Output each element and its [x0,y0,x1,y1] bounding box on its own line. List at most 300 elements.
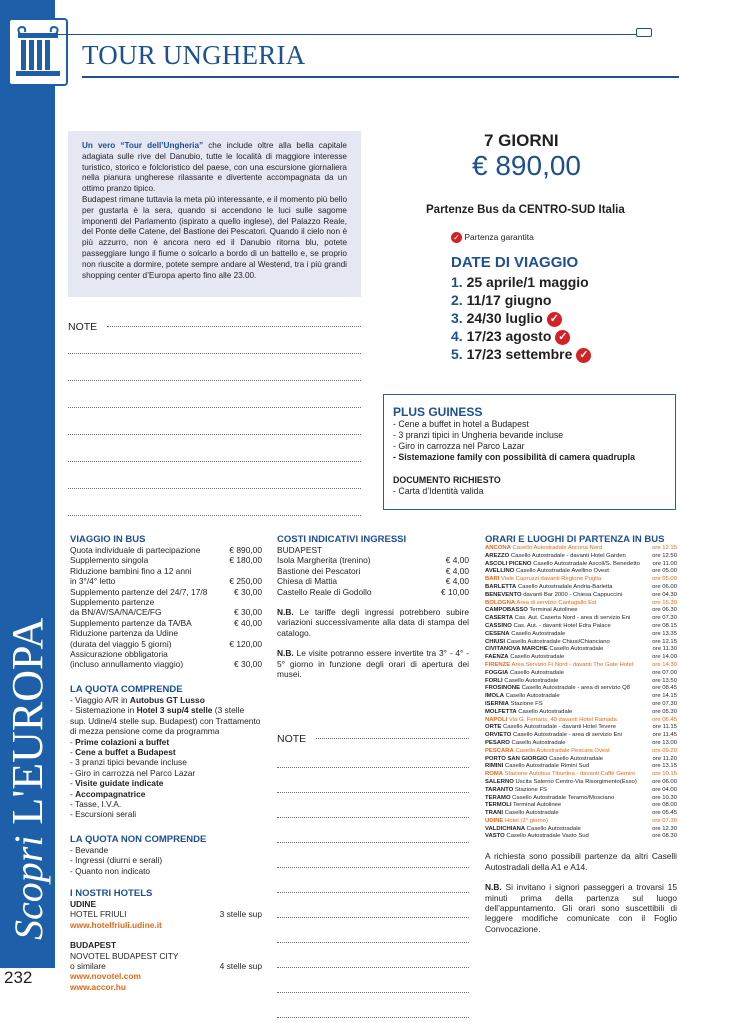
included-bold: Hotel 3 sup/4 stelle [136,705,213,716]
departure-city: BARLETTA [485,583,517,590]
departure-time: ore 07.30 [652,817,677,824]
departure-city: ASCOLI PICENO [485,560,532,567]
departure-location: Casello Autostradale Vasto Sud [504,833,589,840]
departure-location: Casello Autostradale - area di servizio Eni [511,732,622,739]
departure-place [485,607,578,615]
departure-row [485,693,677,701]
departure-place [485,787,547,795]
costi-city: BUDAPEST [277,545,323,555]
intro-paragraph-2: Budapest rimane tuttavia la meta più interessante, e il momento più bello per gustarla è la sera, quando si accendono le luci sulle sagome imponenti del Parlamento (ispirato a quello inglese), del Palazzo Reale, del Ponte delle Catene, del Bastione dei Pescatori. Quando il cielo non è più azzurro, non è ancora nero ed il Danubio ritorna blu, potete passeggiare lungo il fiume o solcarlo a bordo di un battello e, se proprio non riuscite a dormire, potete sempre andare al Westend, tra i più grandi shopping center d’Europa aperto fino alle 23.00. [82,194,347,280]
note-line [68,515,361,516]
departure-place [485,732,622,740]
title-rule [82,76,679,78]
departure-place [485,717,617,725]
departure-city: TARANTO [485,786,514,793]
hotel-link[interactable]: www.accor.hu [70,981,127,992]
check-icon: ✓ [576,348,591,363]
departure-time: ore 05.00 [652,576,677,583]
departure-row [485,654,677,662]
non-comprende-list [70,845,262,876]
departure-location: Casello Autostradale - davanti Hotel Tevere [501,724,616,731]
price-row [70,576,262,586]
included-text: Viaggio A/R in [75,694,130,705]
departure-time: ore 13.50 [652,677,677,684]
departure-place [485,662,633,670]
side-title-italic: Scopri [6,835,51,940]
included-text: 3 pranzi tipici bevande incluse [75,757,187,768]
departure-row [485,592,677,600]
price-label: in 3°/4° letto [70,576,116,587]
note-line [277,917,469,918]
note-line [316,738,469,739]
departure-row [485,826,677,834]
orari-table [485,545,677,841]
price-label: (durata del viaggio 5 giorni) [70,638,172,649]
hotel-city: UDINE [70,898,97,909]
page-title: TOUR UNGHERIA [82,40,306,70]
departure-city: PESCARA [485,747,514,754]
included-text: (3 stelle sup. Udine/4 stelle sup. Budapest) con Trattamento di mezza pensione come da programma [70,705,261,737]
orari-nb [485,882,677,934]
nb-label: N.B. [485,882,502,893]
included-item [70,809,262,819]
departure-time: ore 06.00 [652,583,677,590]
departure-location: Casello Autostradale [547,646,604,653]
departure-location: Terminal Autolinee [527,607,578,614]
hotels-title: I NOSTRI HOTELS [70,887,153,899]
price-value: € 250,00 [229,576,262,587]
departure-location: Casello Autostradale [547,755,604,762]
departure-location: Hotel (2° giorno) [503,817,548,824]
included-bold: Autobus GT Lusso [129,694,205,705]
note-line [68,434,361,435]
side-title [0,617,55,960]
departure-place [485,779,637,787]
departure-time: ore 06.45 [652,716,677,723]
departure-time: ore 09.20 [652,747,677,754]
hotel-alt: o similare [70,961,106,971]
date-label: 24/30 luglio [466,310,543,326]
included-item [70,757,262,767]
departure-city: TERAMO [485,794,511,801]
note-line [107,326,361,327]
hotel-link[interactable]: www.hotelfriuli.udine.it [70,919,162,930]
departure-row [485,639,677,647]
departure-place [485,701,543,709]
departure-city: UDINE [485,817,504,824]
departure-location: davanti Bar 2000 - Chiesa Cappuccini [521,591,623,598]
departure-location: Casello Autostradale - area di servizio Q8 [520,685,631,692]
departure-row [485,631,677,639]
note-line [277,792,469,793]
departure-place [485,576,601,584]
viaggio-table [70,545,262,670]
departure-place [485,600,597,608]
note-line [277,892,469,893]
departure-time: ore 10.30 [652,794,677,801]
departure-row [485,678,677,686]
price-row [70,555,262,565]
departure-time: ore 11.20 [652,755,677,762]
guaranteed-legend [451,232,534,243]
departure-row [485,623,677,631]
departure-city: IMOLA [485,693,504,700]
departure-place [485,826,581,834]
date-item [451,327,591,345]
cost-row [277,555,469,565]
date-number: 1. [451,274,467,290]
departure-location: Casello Autostradale [503,693,560,700]
departure-place [485,561,640,569]
date-label: 11/17 giugno [466,292,552,308]
price-value: € 40,00 [234,617,262,628]
departure-place [485,693,560,701]
departure-city: BENEVENTO [485,591,522,598]
departure-city: VALDICHIANA [485,825,526,832]
departure-time: ore 04.00 [652,786,677,793]
price-label: Riduzione partenza da Udine [70,628,179,639]
note-line [277,1017,469,1018]
departure-city: TERMOLI [485,802,512,809]
note-line [68,488,361,489]
departure-row [485,740,677,748]
price-row [70,597,262,607]
cost-value: € 4,00 [445,555,469,566]
departure-place [485,833,589,841]
date-label: 17/23 settembre [466,346,573,362]
notes-area [68,321,361,516]
side-title-main: L'EUROPA [3,617,52,825]
included-text: Giro in carrozza nel Parco Lazar [75,767,196,778]
cost-value: € 4,00 [445,576,469,587]
departure-time: ore 14.15 [652,693,677,700]
departure-city: VASTO [485,833,505,840]
departure-city: CAMPOBASSO [485,607,528,614]
orari-note: A richiesta sono possibili partenze da altri Caselli Autostradali della A1 e A14. [485,851,677,872]
column-logo [8,18,68,86]
departure-city: FOGGIA [485,669,509,676]
departure-location: Stazione FS [513,786,547,793]
departure-time: ore 13.00 [652,739,677,746]
dates-list [451,273,591,363]
included-bold: Accompagnatrice [75,788,146,799]
departure-row [485,771,677,779]
departure-row [485,568,677,576]
viaggio-title: VIAGGIO IN BUS [70,534,146,545]
departure-city: AREZZO [485,552,510,559]
departure-row [485,787,677,795]
departure-row [485,802,677,810]
price-row [70,649,262,659]
departure-location: Casello Autostradale Andria-Barletta [516,583,613,590]
departure-location: Stazione Autobus Tiburtina - davanti Caffè Gemini [503,771,635,778]
departure-time: ore 12.15 [652,638,677,645]
cost-row [277,566,469,576]
excluded-item: - Quanto non indicato [70,866,262,876]
departure-location: Casello Autostradale Rimini Sud [503,763,590,770]
orari-title: ORARI E LUOGHI DI PARTENZA IN BUS [485,534,665,545]
included-bold: Prime colazioni a buffet [75,736,170,747]
price-label: Supplemento partenze del 24/7, 17/8 [70,586,208,597]
departure-location: Cas. Aut. Caserta Nord - area di servizio Eni [513,615,631,622]
intro-text-1: che include oltre alla bella capitale adagiata sulle rive del Danubio, tutte le località di maggiore interesse turistico, storico e folcloristico del paese, con una escursione giornaliera nella pianura ungherese rilassante e divertente accompagnata da un ottimo pranzo tipico. [82,141,347,194]
doc-item: - Carta d’Identità valida [393,486,666,497]
guaranteed-label: Partenza garantita [464,232,534,242]
departure-place [485,709,572,717]
note-line [277,992,469,993]
departure-row [485,553,677,561]
cost-value: € 4,00 [445,565,469,576]
comprende-list [70,695,262,820]
included-text: Escursioni serali [75,809,137,820]
departure-row [485,701,677,709]
included-item [70,778,262,788]
price-label: Supplemento partenze [70,597,155,608]
departure-row [485,600,677,608]
departure-city: NAPOLI [485,716,508,723]
date-label: 25 aprile/1 maggio [466,274,589,290]
departure-time: ore 08.45 [652,685,677,692]
departure-place [485,740,566,748]
column-costs [277,534,469,1018]
price-value: € 180,00 [229,555,262,566]
cost-label: Castello Reale di Godollo [277,586,372,597]
departure-city: CHIUSI [485,638,505,645]
price-label: (incluso annullamento viaggio) [70,659,184,670]
departure-place [485,553,626,561]
date-item [451,273,591,291]
departure-city: CASERTA [485,615,514,622]
note-line [277,817,469,818]
departure-location: Casello Autostradale - davanti Hotel Garden [509,552,626,559]
departure-time: ore 11.30 [652,646,677,653]
departure-time: ore 06.30 [652,607,677,614]
departure-location: Casello Autostradale [509,630,566,637]
departure-place [485,646,603,654]
date-item [451,345,591,363]
departure-city: PORTO SAN GIORGIO [485,755,548,762]
price-value: € 120,00 [229,638,262,649]
departure-row [485,724,677,732]
cost-label: Isola Margherita (trenino) [277,555,371,566]
departure-row [485,615,677,623]
departure-location: Casello Autostradale [516,708,573,715]
nb-label: N.B. [277,607,294,618]
departure-place [485,810,559,818]
included-item [70,705,262,736]
departure-location: Terminal Autolinee [511,802,562,809]
date-number: 5. [451,346,467,362]
departure-city: MOLFETTA [485,708,517,715]
nb-text: Si invitano i signori passeggeri a trovarsi 15 minuti prima della partenza sul luogo dell’appuntamento. Gli orari sono suscettibili di leggere modifiche comunicate con il Foglio Convocazione. [485,882,677,934]
date-item [451,309,591,327]
departure-place [485,771,635,779]
departure-time: ore 05.00 [652,568,677,575]
bus-icon [636,28,652,37]
departure-row [485,833,677,841]
excluded-item: - Ingressi (diurni e serali) [70,855,262,865]
cost-row [277,587,469,597]
note-label: NOTE [68,321,98,333]
departure-city: ISERNIA [485,700,509,707]
nb-text: Le visite potranno essere invertite tra 3° - 4° - 5° giorno in funzione degli orari di apertura dei musei. [277,648,469,680]
departure-place [485,623,611,631]
departure-time: ore 06.00 [652,778,677,785]
departure-city: ROMA [485,771,503,778]
departure-city: CIVITANOVA MARCHE [485,646,548,653]
departure-location: Casello Autostradale Pescara Ovest [513,747,610,754]
departure-place [485,568,609,576]
price-value: € 30,00 [234,607,262,618]
departure-time: ore 12.30 [652,825,677,832]
doc-title: DOCUMENTO RICHIESTO [393,475,501,485]
departure-location: Casello Autostradale Ancona Nord [510,545,603,551]
departure-row [485,732,677,740]
column-icon [10,20,66,84]
departure-location: Viale Capruzzi davanti Regione Puglia [499,576,602,583]
duration: 7 GIORNI [484,131,559,150]
excluded-item: - Bevande [70,845,262,855]
intro-box [68,131,361,297]
note-line [277,867,469,868]
top-rule [55,34,651,35]
departure-time: ore 11.15 [652,724,677,731]
departure-place [485,670,564,678]
departure-time: ore 13.15 [652,763,677,770]
departure-time: ore 05.45 [652,810,677,817]
page-number: 232 [4,968,33,987]
cost-label: Chiesa di Mattia [277,576,338,587]
check-icon: ✓ [547,312,562,327]
price-value: € 890,00 [229,545,262,555]
departure-place [485,818,548,826]
hotel-stars: 4 stelle sup [219,961,262,971]
departure-city: CESENA [485,630,510,637]
plus-title: PLUS GUINESS [393,405,483,419]
departure-time: ore 08.00 [652,802,677,809]
departure-time: ore 12.15 [652,545,677,551]
date-number: 3. [451,310,467,326]
price-label: Supplemento partenze da TA/BA [70,617,192,628]
departure-location: Casello Autostradale [509,739,566,746]
date-label: 17/23 agosto [466,328,552,344]
departure-location: Casello Autostradale [525,825,581,832]
departure-time: ore 07.30 [652,615,677,622]
price-value: € 30,00 [234,659,262,670]
departure-location: Casello Autostradale Avellino Ovest [514,568,609,575]
departure-location: Via G. Ferraris, 40 davanti Hotel Ramada [507,716,617,723]
non-comprende-title: LA QUOTA NON COMPRENDE [70,833,207,845]
departure-location: Casello Autostradale Chiusi/Chianciano [504,638,610,645]
hotel-name: HOTEL FRIULI [70,909,127,920]
departure-city: AVELLINO [485,568,515,575]
departure-city: PESARO [485,739,510,746]
costi-nb1 [277,607,469,638]
departure-time: ore 15.30 [652,599,677,606]
departure-row [485,670,677,678]
departure-place [485,685,630,693]
departure-city: ANCONA [485,545,511,551]
date-item [451,291,591,309]
included-item [70,799,262,809]
included-item [70,737,262,747]
plus-item: - Giro in carrozza nel Parco Lazar [393,441,666,452]
departure-row [485,576,677,584]
price-label: da BN/AV/SA/NA/CE/FG [70,607,162,618]
price-label: Quota individuale di partecipazione [70,545,201,555]
departure-city: RIMINI [485,763,504,770]
cost-label: Bastione dei Pescatori [277,565,361,576]
price-row [70,587,262,597]
departure-time: ore 10.15 [652,771,677,778]
price-label: Riduzione bambini fino a 12 anni [70,565,192,576]
departure-place [485,763,589,771]
price-row [70,659,262,669]
note-line [68,461,361,462]
price-row [70,545,262,555]
included-bold: Visite guidate indicate [75,778,164,789]
note-line [68,407,361,408]
departure-place [485,545,602,553]
plus-box [383,394,676,510]
note-line [277,842,469,843]
cost-value: € 10,00 [441,586,469,597]
departure-place [485,756,603,764]
departure-time: ore 05.30 [652,708,677,715]
departure-row [485,685,677,693]
date-number: 2. [451,292,467,308]
departure-city: BOLOGNA [485,599,516,606]
departure-city: ORVIETO [485,732,512,739]
price-row [70,607,262,617]
departure-location: Casello Autostradale Ascoli/S. Benedetto [531,560,640,567]
costi-table [277,555,469,597]
departure-city: SALERNO [485,778,514,785]
departure-time: ore 04.30 [652,591,677,598]
departure-location: Casello Autostradale [503,810,559,817]
notes-area-2 [277,733,469,745]
departure-place [485,724,616,732]
date-number: 4. [451,328,467,344]
check-icon: ✓ [555,330,570,345]
departure-city: FIRENZE [485,661,511,668]
intro-paragraph-1 [82,141,347,195]
costi-nb2 [277,648,469,679]
included-text: Sistemazione in [75,705,137,716]
included-text: Tasse, I.V.A. [74,798,122,809]
comprende-title: LA QUOTA COMPRENDE [70,683,183,695]
plus-item: - 3 pranzi tipici in Ungheria bevande incluse [393,430,666,441]
departure-place [485,631,565,639]
departure-time: ore 13.35 [652,630,677,637]
departure-row [485,795,677,803]
hotel-stars: 3 stelle sup [219,909,262,920]
dates-title: DATE DI VIAGGIO [451,254,579,271]
departure-place [485,639,610,647]
departure-row [485,584,677,592]
departure-row [485,561,677,569]
note-line [68,380,361,381]
departure-city: FROSINONE [485,685,521,692]
departure-city: FORLÌ [485,677,503,684]
departure-location: Casello Autostradale [508,669,564,676]
column-departures [485,534,677,934]
nb-text: Le tariffe degli ingressi potrebbero subire variazioni successivamente alla data di stampa del catalogo. [277,607,469,638]
departure-place [485,592,622,600]
departure-time: ore 08.15 [652,622,677,629]
hotel-link[interactable]: www.novotel.com [70,971,141,982]
check-icon: ✓ [451,232,462,243]
